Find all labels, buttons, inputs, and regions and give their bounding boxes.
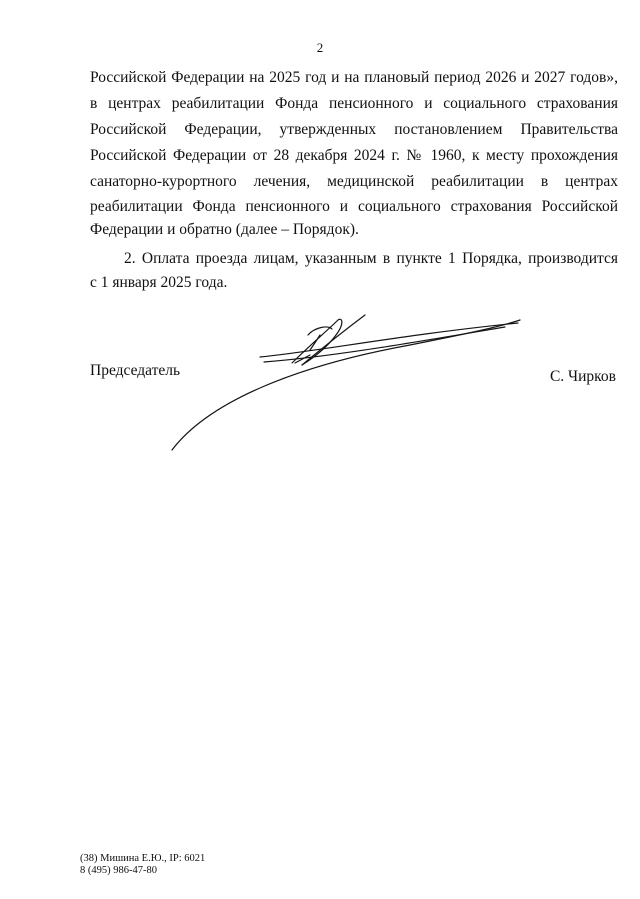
body-line-7: Федерации и обратно (далее – Порядок). <box>90 221 359 238</box>
paragraph-2-line-1: 2. Оплата проезда лицам, указанным в пункте 1 Порядка, производится <box>124 250 618 267</box>
body-line-5: санаторно-курортного лечения, медицинской реабилитации в центрах <box>90 173 618 190</box>
body-line-2: в центрах реабилитации Фонда пенсионного и социального страхования <box>90 95 618 112</box>
paragraph-2-line-2: с 1 января 2025 года. <box>90 274 228 291</box>
body-line-1: Российской Федерации на 2025 год и на плановый период 2026 и 2027 годов», <box>90 69 618 86</box>
page-number: 2 <box>316 40 324 55</box>
signature-image <box>160 305 530 465</box>
executor-info: (38) Мишина Е.Ю., IP: 6021 <box>80 853 206 864</box>
executor-phone: 8 (495) 986-47-80 <box>80 865 157 876</box>
signer-name: С. Чирков <box>549 368 616 385</box>
body-line-3: Российской Федерации, утвержденных постановлением Правительства <box>90 121 618 138</box>
body-line-4: Российской Федерации от 28 декабря 2024 г. № 1960, к месту прохождения <box>90 147 618 164</box>
signer-position: Председатель <box>90 362 181 379</box>
body-line-6: реабилитации Фонда пенсионного и социального страхования Российской <box>90 198 618 215</box>
